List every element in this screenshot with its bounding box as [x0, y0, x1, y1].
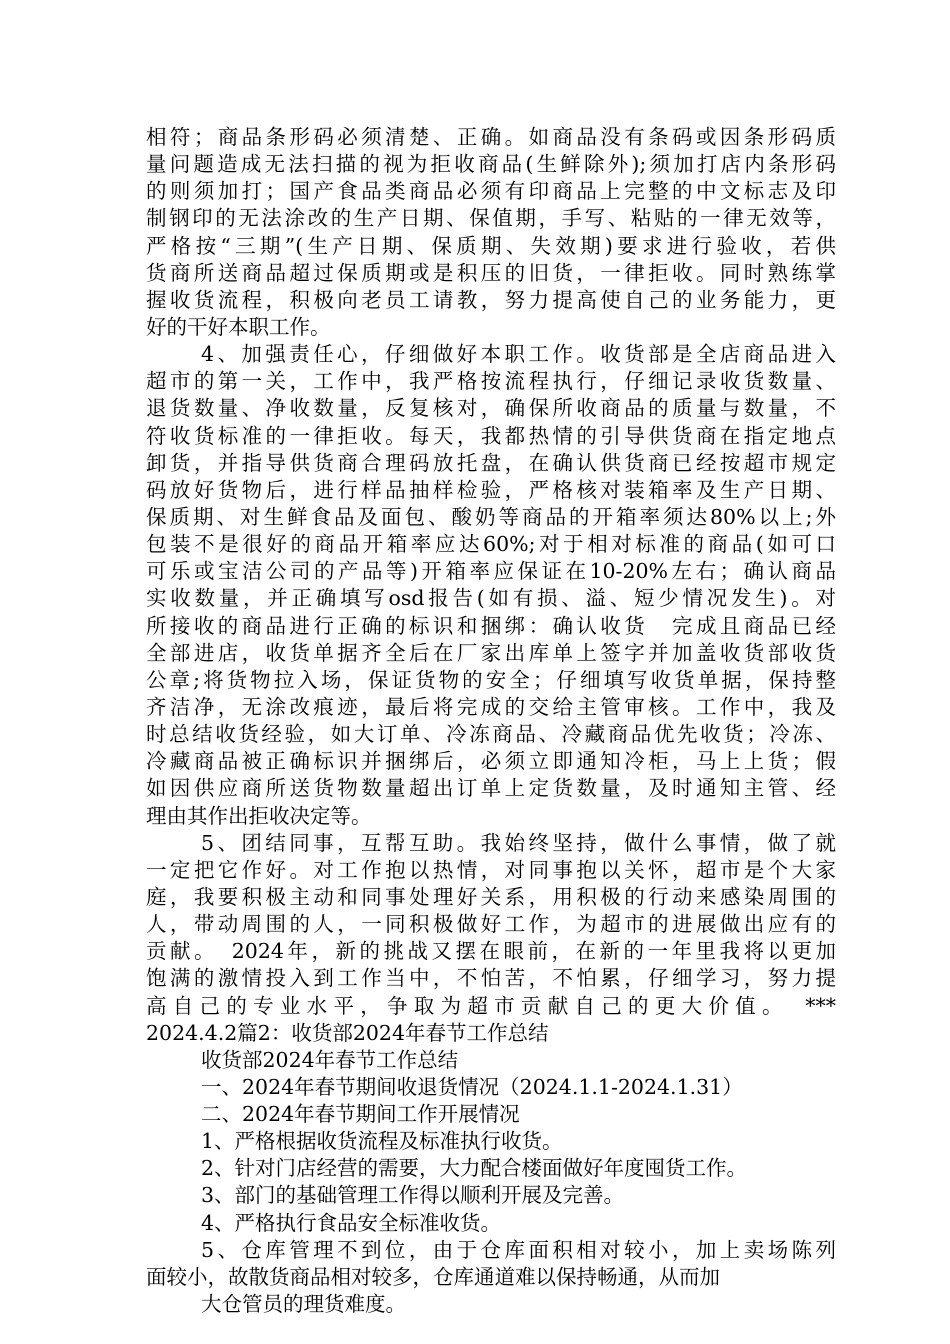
text-line: 包装不是很好的商品开箱率应达60%;对于相对标准的商品(如可口 — [146, 532, 836, 557]
text-line: 5、团结同事，互帮互助。我始终坚持，做什么事情，做了就 — [201, 830, 836, 855]
text-line: 制钢印的无法涂改的生产日期、保值期，手写、粘贴的一律无效等， — [146, 206, 836, 231]
text-line: 2、针对门店经营的需要，大力配合楼面做好年度囤货工作。 — [201, 1156, 748, 1181]
text-line: 大仓管员的理货难度。 — [201, 1292, 406, 1317]
text-line: 2024.4.2篇2：收货部2024年春节工作总结 — [146, 1020, 549, 1045]
text-line: 所接收的商品进行正确的标识和捆绑：确认收货 完成且商品已经 — [146, 613, 836, 638]
text-line: 4、严格执行食品安全标准收货。 — [201, 1210, 502, 1235]
text-line: 4、加强责任心，仔细做好本职工作。收货部是全店商品进入 — [201, 342, 836, 367]
document-body — [146, 124, 836, 1318]
text-line: 二、2024年春节期间工作开展情况 — [201, 1102, 520, 1127]
text-line: 收货部2024年春节工作总结 — [201, 1047, 459, 1072]
text-line: 超市的第一关，工作中，我严格按流程执行，仔细记录收货数量、 — [146, 369, 836, 394]
text-line: 退货数量、净收数量，反复核对，确保所收商品的质量与数量，不 — [146, 396, 836, 421]
text-line: 人，带动周围的人，一同积极做好工作，为超市的进展做出应有的 — [146, 912, 836, 937]
text-line: 好的干好本职工作。 — [146, 314, 331, 339]
text-line: 全部进店，收货单据齐全后在厂家出库单上签字并加盖收货部收货 — [146, 640, 836, 665]
text-line: 3、部门的基础管理工作得以顺利开展及完善。 — [201, 1183, 625, 1208]
text-line: 庭，我要积极主动和同事处理好关系，用积极的行动来感染周围的 — [146, 884, 836, 909]
text-line: 时总结收货经验，如大订单、冷冻商品、冷藏商品优先收货；冷冻、 — [146, 722, 836, 747]
text-line: 冷藏商品被正确标识并捆绑后，必须立即通知冷柜，马上上货；假 — [146, 749, 836, 774]
text-line: 1、严格根据收货流程及标准执行收货。 — [201, 1129, 563, 1154]
text-line: 码放好货物后，进行样品抽样检验，严格核对装箱率及生产日期、 — [146, 477, 836, 502]
text-line: 量问题造成无法扫描的视为拒收商品(生鲜除外);须加打店内条形码 — [146, 152, 836, 177]
text-line: 实收数量，并正确填写osd报告(如有损、溢、短少情况发生)。对 — [146, 586, 836, 611]
text-line: 严格按“三期”(生产日期、保质期、失效期)要求进行验收，若供 — [146, 233, 836, 258]
text-line: 高自己的专业水平，争取为超市贡献自己的更大价值。 *** — [146, 993, 836, 1018]
text-line: 保质期、对生鲜食品及面包、酸奶等商品的开箱率须达80%以上;外 — [146, 504, 836, 529]
text-line: 一定把它作好。对工作抱以热情，对同事抱以关怀，超市是个大家 — [146, 857, 836, 882]
text-line: 的则须加打；国产食品类商品必须有印商品上完整的中文标志及印 — [146, 179, 836, 204]
text-line: 饱满的激情投入到工作当中，不怕苦，不怕累，仔细学习，努力提 — [146, 966, 836, 991]
text-line: 5、仓库管理不到位，由于仓库面积相对较小，加上卖场陈列 — [201, 1237, 836, 1262]
text-line: 可乐或宝洁公司的产品等)开箱率应保证在10-20%左右；确认商品 — [146, 559, 836, 584]
text-line: 一、2024年春节期间收退货情况（2024.1.1-2024.1.31） — [201, 1074, 743, 1099]
text-line: 符收货标准的一律拒收。每天，我都热情的引导供货商在指定地点 — [146, 423, 836, 448]
text-line: 握收货流程，积极向老员工请教，努力提高使自己的业务能力，更 — [146, 287, 836, 312]
text-line: 面较小，故散货商品相对较多，仓库通道难以保持畅通，从而加 — [146, 1264, 720, 1289]
text-line: 公章;将货物拉入场，保证货物的安全；仔细填写收货单据，保持整 — [146, 667, 836, 692]
text-line: 齐洁净，无涂改痕迹，最后将完成的交给主管审核。工作中，我及 — [146, 694, 836, 719]
text-line: 相符；商品条形码必须清楚、正确。如商品没有条码或因条形码质 — [146, 125, 836, 149]
text-line: 货商所送商品超过保质期或是积压的旧货，一律拒收。同时熟练掌 — [146, 260, 836, 285]
text-line: 如因供应商所送货物数量超出订单上定货数量，及时通知主管、经 — [146, 776, 836, 801]
text-line: 贡献。 2024年，新的挑战又摆在眼前，在新的一年里我将以更加 — [146, 939, 836, 964]
text-line: 卸货，并指导供货商合理码放托盘，在确认供货商已经按超市规定 — [146, 450, 836, 475]
text-line: 理由其作出拒收决定等。 — [146, 803, 372, 828]
